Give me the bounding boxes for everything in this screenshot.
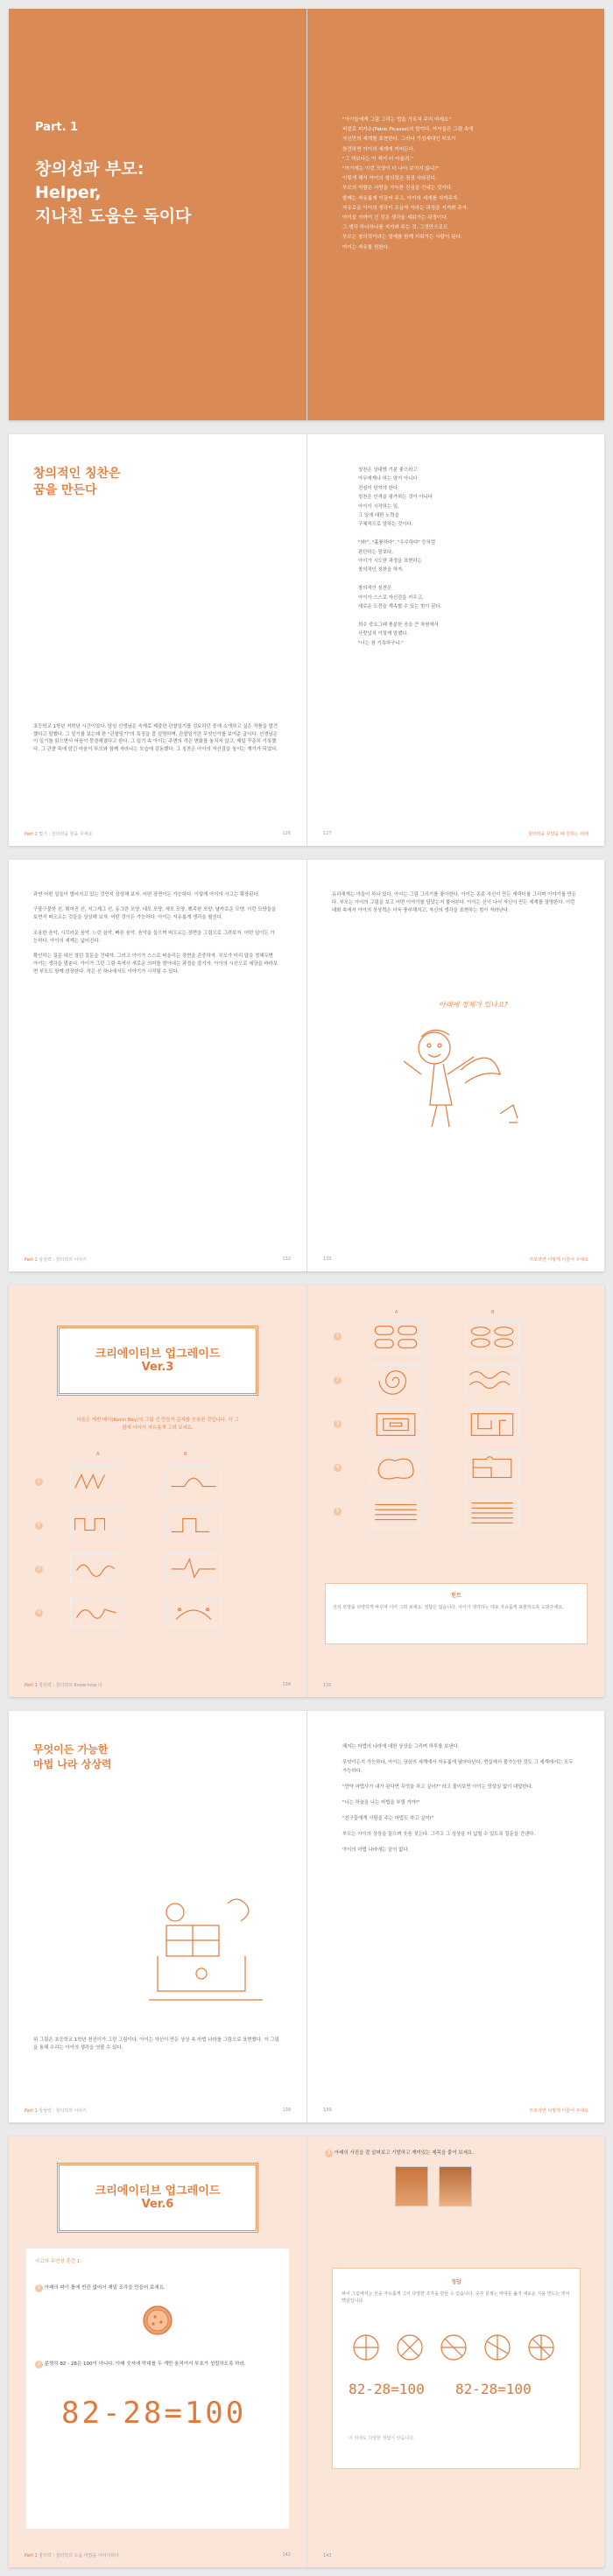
quote-line: "그 색보다는 이 색이 더 어울려." — [342, 156, 413, 162]
paragraph: 아이의 마법 나라에는 끝이 없다. — [342, 1848, 410, 1853]
section-heading-line: 창의적인 칭찬은 — [33, 467, 121, 481]
question-number: 3 — [325, 2150, 333, 2157]
paragraph: "친구들에게 사탕을 주는 마법도 하고 싶어!" — [342, 1816, 434, 1821]
puzzle-area — [334, 1310, 579, 1573]
paragraph: 혜지는 마법의 나라에 대한 상상을 그리며 하루를 보낸다. — [342, 1744, 460, 1749]
quote-line: 그 생각 하나하나를 지켜봐 주는 것, 그것만으로도 — [342, 225, 448, 231]
spread-praise — [9, 434, 604, 846]
shape-puzzle-tile[interactable] — [369, 1452, 423, 1485]
poem-line: "너는 참 기특하구나." — [358, 640, 404, 646]
question-number: 1 — [35, 2284, 43, 2292]
answer-box — [332, 2268, 581, 2469]
stacked-bars-icon — [466, 1496, 518, 1528]
section-heading-line: 무엇이든 가능한 — [33, 1743, 109, 1756]
poem-line: 칭찬은 상대방 기분 좋으라고 — [358, 468, 418, 473]
pie-icon[interactable] — [140, 2303, 175, 2338]
page-footer — [25, 2108, 291, 2114]
quote-line: 함께는 자유롭게 이끌어 주고, 아이의 세계를 지켜주자. — [342, 195, 460, 201]
question-text: 아래의 파이 틀에 빈칸 없어서 재밀 조각을 만들어 보세요. — [44, 2285, 166, 2291]
question-number: 2 — [35, 2361, 43, 2368]
column-label: B — [184, 1452, 187, 1457]
spread-upgrade-ver3 — [9, 1285, 604, 1697]
drawing-caption: 아래에 정체가 있나요? — [439, 1001, 508, 1009]
puzzle-area — [35, 1452, 280, 1653]
page-number: 132 — [282, 1256, 291, 1262]
dots-arc-icon — [167, 1598, 220, 1626]
page-footer — [25, 2552, 291, 2558]
maze-icon — [466, 1409, 518, 1440]
chapter-title-line: 지나친 도움은 독이다 — [35, 207, 192, 226]
line-puzzle-tile[interactable] — [70, 1597, 124, 1627]
quote-line: "아이들에게 그림 그리는 법을 가르쳐 주지 마세요" — [342, 117, 451, 123]
zigzag-line-icon — [71, 1467, 123, 1495]
row-number: 5 — [334, 1508, 342, 1516]
quote-line: 부모는 창의력이라는 열매를 함께 키워가는 사람이 된다. — [342, 235, 462, 241]
shape-puzzle-tile[interactable] — [465, 1320, 519, 1354]
angel-drawing-icon — [369, 1009, 544, 1140]
answer-text: 파이 그림에서는 선을 자유롭게 그어 다양한 조각을 만들 수 있습니다. 숫자 문제는 막대를 옮겨 새로운 식을 만드는 것이 핵심입니다. — [342, 2291, 570, 2304]
page-number: 133 — [323, 1256, 332, 1262]
footer-part: Part 1 — [25, 1683, 38, 1688]
footer-title: 창의력 : 창의력의 도움 마법을 이야기하다 — [39, 2553, 119, 2558]
page-number: 139 — [323, 2108, 332, 2113]
question-3 — [325, 2149, 588, 2157]
poem-line: 칭찬은 인격을 평가하는 것이 아니다 — [358, 495, 433, 501]
answer-title: 정답 — [451, 2279, 462, 2285]
spread-imagination — [9, 860, 604, 1271]
quote-line: 아이들 가까이 건 것은 생각을 세워가는 과정이다. — [342, 215, 448, 222]
footer-title: 상상력 : 창의력의 이야기 — [39, 1257, 88, 1263]
spread-upgrade-ver6 — [9, 2136, 604, 2567]
chapter-title-page — [9, 9, 306, 420]
row-number: 1 — [35, 1478, 43, 1486]
paragraph: 무엇이든지 가능하다, 아이는 상상의 세계에서 자유롭게 날아다닌다. 현실에서 불가능한 것도 그 세계에서는 모두 가능하다. — [342, 1760, 574, 1774]
shape-puzzle-tile[interactable] — [465, 1364, 519, 1397]
shape-puzzle-tile[interactable] — [369, 1364, 423, 1397]
hint-title: 힌트 — [451, 1593, 462, 1599]
shape-puzzle-tile[interactable] — [465, 1408, 519, 1441]
drawing-caption: 위 그림은 초등학교 1학년 천진이가 그린 그림이다. 아이는 자신이 만든 상상 속 마법 나라를 그림으로 표현했다. 이 그림을 통해 우리는 아이의 생각을 엿볼 수 있다. — [33, 2038, 279, 2051]
row-number: 4 — [334, 1464, 342, 1472]
poem-line: 창의적인 칭찬을 하자. — [358, 567, 405, 574]
quote-line: 자신만의 세계를 표현한다. 그러나 기성세대인 부모가 — [342, 137, 456, 143]
footer-title: 창의력을 꾸었을 때 원하는 미래 — [527, 832, 588, 837]
cut-pies-icon — [349, 2330, 567, 2365]
imagination-right-page — [306, 860, 604, 1271]
square-wave-icon — [71, 1510, 123, 1538]
praise-right-page — [306, 434, 604, 846]
shape-puzzle-tile[interactable] — [465, 1452, 519, 1485]
page-number: 127 — [323, 831, 332, 836]
upgrade-right-page — [306, 1285, 604, 1697]
row-number: 1 — [334, 1333, 342, 1341]
column-label: A — [395, 1310, 398, 1315]
page-number: 126 — [282, 831, 291, 836]
quote-line: 참견하면 아이의 세계에 끼어든다. — [342, 146, 415, 152]
body-text — [342, 1742, 579, 1862]
line-puzzle-tile[interactable] — [166, 1510, 221, 1539]
upgrade-version: Ver.6 — [141, 2198, 174, 2211]
line-puzzle-tile[interactable] — [166, 1597, 221, 1627]
paragraph: 조용한 음악, 시끄러운 음악, 느린 음악, 빠른 음악. 음악을 들으며 떠오르는 장면을 그림으로 그려보자. 어떤 일이든 가능하다. 아이의 세계는 넓어진다. — [33, 930, 275, 944]
paragraph: "만약 마법사가 내가 된다면 무엇을 하고 싶어?" 라고 물어보면 아이는 망설임 없이 대답한다. — [342, 1784, 533, 1790]
child-drawing — [140, 1886, 271, 2009]
line-puzzle-tile[interactable] — [70, 1553, 124, 1583]
poem-line: 사랑넘치 이렇게 말했다. — [358, 631, 409, 637]
line-puzzle-tile[interactable] — [70, 1466, 124, 1496]
upgrade6-right-page — [306, 2136, 604, 2567]
page-footer — [25, 1682, 291, 1688]
photo-1[interactable] — [395, 2166, 428, 2206]
poem-line: 구체적으로 말하는 것이다. — [358, 522, 413, 528]
body-text — [33, 891, 278, 984]
ovals-icon — [466, 1321, 518, 1353]
answer-equation: 82-28=100 — [349, 2381, 425, 2397]
photo-2[interactable] — [439, 2166, 472, 2206]
column-label: B — [491, 1310, 495, 1315]
footer-title: 부모라면 이렇게 이끌어 주세요 — [529, 2108, 588, 2114]
paragraph: 부모는 아이의 상상을 들으며 웃음 짓는다. 그리고 그 상상을 더 넓힐 수 있도록 질문을 건넨다. — [342, 1832, 536, 1837]
footer-part: Part 1 — [25, 832, 38, 837]
blob-icon — [370, 1453, 422, 1484]
section-heading-line: 마법 나라 상상력 — [33, 1758, 112, 1770]
poem-line — [358, 530, 568, 538]
shape-puzzle-tile[interactable] — [369, 1408, 423, 1441]
upgrade-title: 크리에이티브 업그레이드 — [95, 2185, 221, 2198]
question-1 — [35, 2284, 166, 2292]
column-label: A — [96, 1452, 100, 1457]
step-line-icon — [167, 1510, 220, 1538]
chapter-title-line: 창의성과 부모: — [35, 159, 144, 179]
body-text: 유리에게는 아들이 하나 있다. 아이는 그림 그리기를 좋아한다. 아이는 종종 자신이 만든 캐릭터를 그리며 이야기를 만든다. 부모는 아이의 그림을 보고 어떤 이야기를 담았는지 물어본다. 아이는 신이 나서 자신이 만든 세계를 설명한다. 이런 대화 속에서 아이의 상상력은 더욱 풍부해지고, 자신의 생각을 표현하는 힘이 자라난다. — [332, 892, 577, 914]
quote-line: 아이는 자유를 원한다. — [342, 244, 390, 250]
answer-pies — [349, 2330, 567, 2365]
magic-left-page — [9, 1711, 306, 2122]
paragraph: 구불구불한 선, 휘어진 선, 지그재그 선, 동그란 모양, 네모 모양, 세모 모양, 뾰족한 모양, 날카로운 모양. 이런 모양들을 보면서 떠오르는 것들을 상상해 보자. 어떤 것이든 가능하다. 아이는 자유롭게 생각을 펼친다. — [33, 907, 277, 921]
paragraph: 과연 어떤 일들이 벌어지고 있는 것인지 상상해 보자. 어떤 장면이든 가능하다. 이렇게 아이의 사고는 확장된다. — [33, 892, 260, 897]
shape-puzzle-tile[interactable] — [369, 1496, 423, 1529]
spread-magic-land — [9, 1711, 604, 2122]
quote-line: "여기에는 이런 모양이 더 나아 보이지 않니?" — [342, 166, 440, 172]
exercise-card — [26, 2249, 289, 2529]
paragraph: "나는 하늘을 나는 마법을 부릴 거야!" — [342, 1800, 420, 1805]
praise-left-page — [9, 434, 306, 846]
question-text: 아래의 사진을 잘 살펴보고 기발하고 재미있는 제목을 붙여 보세요. — [334, 2150, 474, 2156]
poem-line: 판단하는 말보다, — [358, 549, 393, 555]
line-puzzle-tile[interactable] — [70, 1510, 124, 1539]
chapter-quote-page — [306, 9, 604, 420]
page-footer — [323, 831, 588, 837]
poem-line: 새로운 도전을 계속할 수 있는 힘이 된다. — [358, 604, 442, 610]
page-footer — [25, 1256, 291, 1263]
footer-title: 상상력 : 창의력의 이야기 — [39, 2108, 88, 2114]
page-number: 142 — [282, 2552, 291, 2558]
squiggle-line-icon — [71, 1554, 123, 1582]
quote-line: 부모의 역할은 사랑을 가득한 진심을 건네는 것이다. — [342, 186, 453, 192]
scribble-line-icon — [71, 1598, 123, 1626]
page-footer — [25, 831, 291, 837]
page-footer — [323, 2553, 588, 2558]
poem-line: 그 일에 대한 노력을 — [358, 513, 399, 519]
waves-icon — [466, 1365, 518, 1397]
row-number: 2 — [334, 1376, 342, 1384]
body-text: 초등학교 1학년 저학년 시간이었다. 담임 선생님은 숙제로 제출한 관찰일기를 검토하던 중에 소개하고 싶은 작품을 발견했다고 말했다. 그 일기를 보는데 한 "관찰일기"의 특징을 잘 설명하며, 관찰일기란 무엇인가를 보여준 글이다. 선생님은 이 일기를 읽으면서 마음이 뭉클해졌다고 한다. 그 일기 속 아이는 주변의 작은 변화를 놓치지 않고, 매일 꾸준히 기록했다. 그 관찰 속에 담긴 마음이 부모와 함께 자라나는 모습에 감동했다. 그 칭찬은 아이의 자신감을 높이는 계기가 되었다. — [33, 724, 278, 752]
footer-part: Part 1 — [25, 2108, 38, 2114]
page-number: 138 — [282, 2108, 291, 2113]
imagination-left-page — [9, 860, 306, 1271]
paragraph: 확인하는 질문 대신 열린 질문을 건네자. 그러고 아이가 스스로 떠올리는 장면을 존중하자. 부모가 미리 답을 정해두면 아이는 생각을 멈춘다. 아이가 그린 그림 속에서 새로운 의미를 찾아내는 과정을 즐기자. 아이의 시선으로 세상을 바라보면 부모도 함께 성장한다. 작은 선 하나에서도 이야기가 시작될 수 있다. — [33, 954, 278, 975]
shape-puzzle-tile[interactable] — [369, 1320, 423, 1354]
child-drawing — [369, 1009, 544, 1140]
poem-line: 아이가 시작하는 일, — [358, 503, 399, 510]
instruction: 다음은 제빈 베이(Kevin Bey)의 그림 선 만들기 문제를 응용한 것입니다. 각 그림에 이어서 자유롭게 그려 보세요. — [76, 1418, 239, 1431]
upgrade-version: Ver.3 — [141, 1361, 174, 1374]
hint-box — [325, 1583, 588, 1644]
section-heading — [33, 1742, 112, 1772]
page-number: 134 — [282, 1682, 291, 1687]
footer-title: 창의력 : 창의력의 Know-how 다 — [39, 1683, 102, 1688]
puzzle-piece-icon — [466, 1453, 518, 1484]
poem-line: 아이가 스스로 자신감을 키우고, — [358, 595, 424, 601]
arc-line-icon — [167, 1467, 220, 1495]
section-heading-line: 꿈을 만든다 — [33, 483, 97, 497]
quote-line: 피블로 피카소(Pablo Picasso)의 말이다. 아이들은 그림 속에 — [342, 127, 474, 133]
exercise-tag: 사고의 유연성 훈련 1 — [35, 2259, 81, 2264]
upgrade-title-box — [57, 2163, 258, 2233]
poem-line: 아무에게나 하는 말이 아니다 — [358, 476, 418, 482]
answer-note: 이 외에도 다양한 정답이 있습니다. — [349, 2436, 415, 2441]
line-puzzle-tile[interactable] — [166, 1553, 221, 1583]
row-number: 4 — [35, 1609, 43, 1617]
matchstick-equation[interactable]: 82-28=100 — [61, 2396, 247, 2431]
footer-part: Part 1 — [25, 2553, 38, 2558]
poem-line: "와!", "훌륭하다", "우수하다" 등처럼 — [358, 540, 436, 546]
magic-right-page — [306, 1711, 604, 2122]
answer-equation: 82-28=100 — [455, 2381, 532, 2397]
shape-puzzle-tile[interactable] — [465, 1496, 519, 1529]
upgrade-left-page — [9, 1285, 306, 1697]
rounded-rects-icon — [370, 1321, 422, 1353]
page-number: 135 — [323, 1683, 332, 1688]
chapter-quote — [342, 116, 570, 253]
question-text: 분명히 82 - 28은 100이 아니다. 아래 숫자에 막대를 두 개만 움직여서 부호가 성립하도록 하라. — [44, 2361, 246, 2367]
poem-line — [358, 612, 568, 621]
upgrade-title-box — [57, 1326, 258, 1396]
spiral-icon — [370, 1365, 422, 1397]
row-number: 3 — [334, 1420, 342, 1428]
poem-line — [358, 575, 568, 584]
spread-chapter-opener — [9, 9, 604, 420]
page-footer — [323, 1683, 588, 1688]
upgrade6-left-page — [9, 2136, 306, 2567]
hint-text: 선의 모양을 다양하게 바꾸며 이어 그려 보세요. 정답은 없습니다. 아이가 생각하는 대로 자유롭게 표현하도록 도와주세요. — [333, 1605, 564, 1610]
row-number: 3 — [35, 1566, 43, 1573]
chapter-title — [35, 158, 191, 229]
quote-line: 이렇게 해서 아이의 창의력은 점점 사라진다. — [342, 176, 437, 182]
poem-text — [358, 466, 568, 648]
poem-line: 희수 중요그래 충분한 공을 큰 차원에서 — [358, 622, 439, 628]
line-puzzle-tile[interactable] — [166, 1466, 221, 1496]
page-number: 143 — [323, 2553, 332, 2558]
pulse-line-icon — [167, 1554, 220, 1582]
footer-title: 몇기 : 창의력을 꿈을 꾸세요 — [39, 832, 93, 837]
footer-part: Part 1 — [25, 1257, 38, 1263]
horizontal-lines-icon — [370, 1496, 422, 1528]
magic-land-drawing-icon — [140, 1886, 271, 2009]
quote-line: 자유로운 아이의 생각이 조금씩 자라는 과정을 지켜봐 주자. — [342, 205, 469, 211]
part-label: Part. 1 — [35, 121, 79, 134]
nested-squares-icon — [370, 1409, 422, 1440]
upgrade-title: 크리에이티브 업그레이드 — [95, 1348, 221, 1361]
page-footer — [323, 1256, 588, 1263]
poem-line: 진심이 담겨야 한다. — [358, 485, 399, 491]
footer-title: 부모라면 이렇게 이끌어 주세요 — [529, 1257, 588, 1263]
question-2 — [35, 2361, 280, 2368]
poem-line: 아이가 시도한 과정을 표현하는 — [358, 559, 422, 565]
section-heading — [33, 466, 121, 499]
page-footer — [323, 2108, 588, 2114]
poem-line: 창의적인 칭찬은 — [358, 586, 392, 592]
chapter-title-line: Helper, — [35, 183, 102, 202]
row-number: 2 — [35, 1522, 43, 1530]
